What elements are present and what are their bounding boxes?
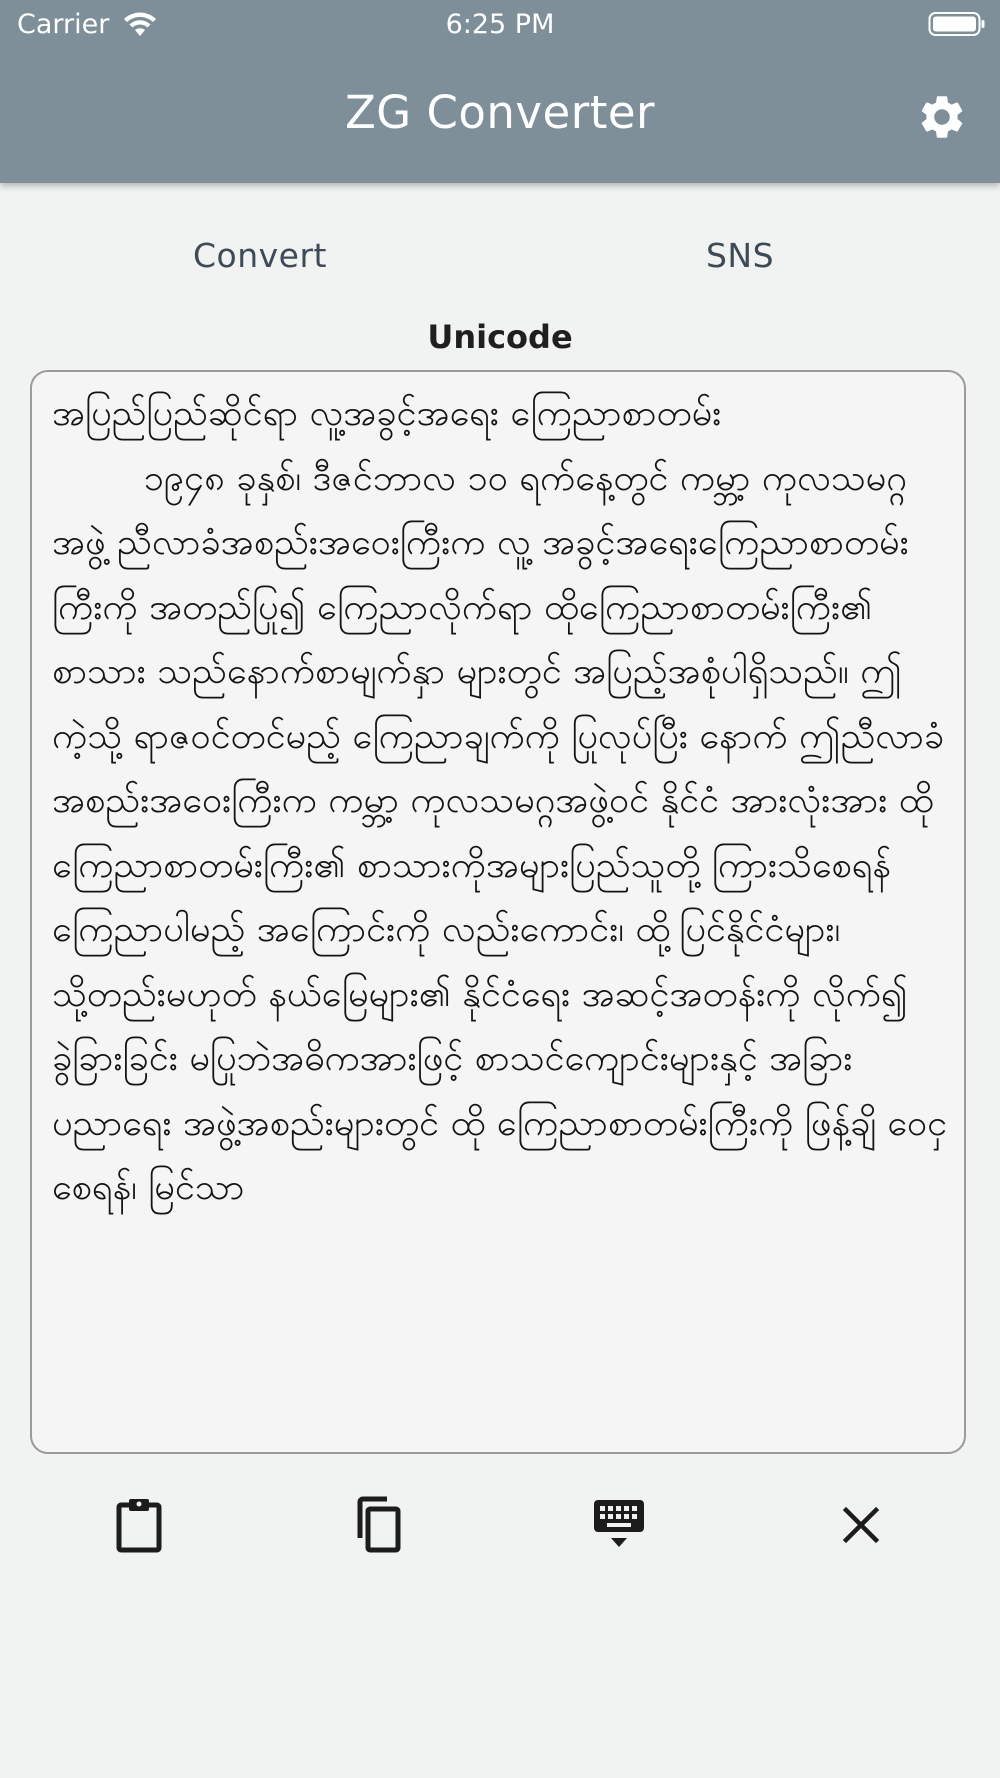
close-icon bbox=[841, 1505, 881, 1545]
status-bar bbox=[0, 0, 1000, 50]
clipboard-icon bbox=[114, 1496, 166, 1554]
unicode-text-area[interactable] bbox=[30, 370, 966, 1454]
app-bar bbox=[0, 0, 1000, 183]
hide-keyboard-button[interactable] bbox=[584, 1490, 654, 1560]
carrier-label: Carrier bbox=[17, 9, 110, 40]
app-title: ZG Converter bbox=[344, 86, 656, 139]
battery-icon bbox=[928, 10, 986, 38]
tab-bar bbox=[0, 236, 1000, 286]
gear-icon[interactable] bbox=[916, 91, 968, 143]
paste-button[interactable] bbox=[105, 1490, 175, 1560]
tab-sns[interactable]: SNS bbox=[705, 236, 775, 275]
editor-label: Unicode bbox=[427, 318, 573, 356]
clear-button[interactable] bbox=[826, 1490, 896, 1560]
keyboard-hide-icon bbox=[592, 1498, 646, 1552]
copy-icon bbox=[353, 1496, 405, 1554]
copy-button[interactable] bbox=[344, 1490, 414, 1560]
status-time: 6:25 PM bbox=[445, 9, 555, 40]
unicode-text[interactable]: အပြည်ပြည်ဆိုင်ရာ လူ့အခွင့်အရေး ကြေညာစာတမ်း ၁၉၄၈ ခုနှစ်၊ ဒီဇင်ဘာလ ၁၀ ရက်နေ့တွင် ကမ္ဘာ့ ကုလသမဂ္ဂအဖွဲ့ ညီလာခံအစည်းအဝေးကြီးက လူ့ အခွင့်အရေးကြေညာစာတမ်းကြီးကို အတည်ပြု၍ ကြေညာလိုက်ရာ ထိုကြေညာစာတမ်းကြီး၏ စာသား သည်နောက်စာမျက်နှာ များတွင် အပြည့်အစုံပါရှိသည်။ ဤကဲ့သို့ ရာဇဝင်တင်မည့် ကြေညာချက်ကို ပြုလုပ်ပြီး နောက် ဤညီလာခံအစည်းအဝေးကြီးက ကမ္ဘာ့ ကုလသမဂ္ဂအဖွဲ့ဝင် နိုင်ငံ အားလုံးအား ထို ကြေညာစာတမ်းကြီး၏ စာသားကိုအများပြည်သူတို့ ကြားသိစေရန် ကြေညာပါမည့် အကြောင်းကို လည်းကောင်း၊ ထို့ပြင်နိုင်ငံများ၊ သို့တည်းမဟုတ် နယ်မြေများ၏ နိုင်ငံရေး အဆင့်အတန်းကို လိုက်၍ ခွဲခြားခြင်း မပြုဘဲအဓိကအားဖြင့် စာသင်ကျောင်းများနှင့် အခြားပညာရေး အဖွဲ့အစည်းများတွင် ထို ကြေညာစာတမ်းကြီးကို ဖြန့်ချိ ဝေငှ စေရန်၊ မြင်သာ bbox=[52, 393, 948, 1208]
action-bar bbox=[0, 1490, 1000, 1570]
tab-convert[interactable]: Convert bbox=[193, 236, 327, 275]
